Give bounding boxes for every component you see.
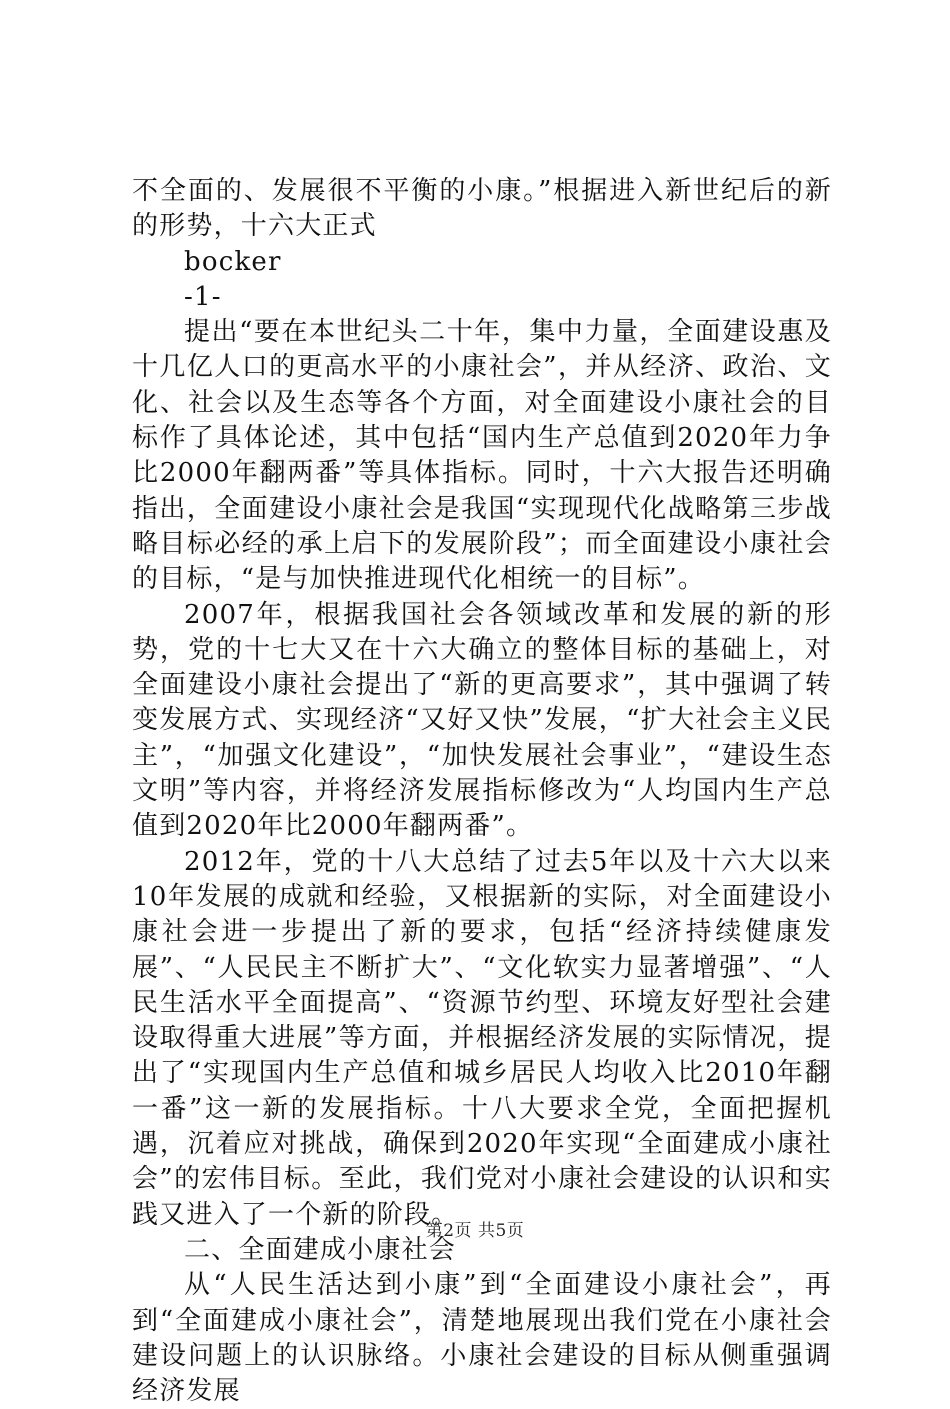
section-heading: 二、全面建成小康社会 (184, 1234, 457, 1265)
paragraph-2007: 2007年，根据我国社会各领域改革和发展的新的形势，党的十七大又在十六大确立的整体目标的基础上，对全面建设小康社会提出了“新的更高要求”，其中强调了转变发展方式、实现经济“又好又快”发展，“扩大社会主义民主”，“加强文化建设”，“加快发展社会事业”，“建设生态文明”等内容，并将经济发展指标修改为“人均国内生产总值到2020年比2000年翻两番”。 (132, 599, 832, 842)
paragraph-page-marker: -1- (184, 281, 222, 312)
paragraph-stray-text: bocker (184, 246, 282, 277)
page-footer: 第2页 共5页 (425, 1221, 525, 1241)
paragraph-2012: 2012年，党的十八大总结了过去5年以及十六大以来10年发展的成就和经验，又根据新的实际，对全面建设小康社会进一步提出了新的要求，包括“经济持续健康发展”、“人民民主不断扩大”、“文化软实力显著增强”、“人民生活水平全面提高”、“资源节约型、环境友好型社会建设取得重大进展”等方面，并根据经济发展的实际情况，提出了“实现国内生产总值和城乡居民人均收入比2010年翻一番”这一新的发展指标。十八大要求全党，全面把握机遇，沉着应对挑战，确保到2020年实现“全面建成小康社会”的宏伟目标。至此，我们党对小康社会建设的认识和实践又进入了一个新的阶段。 (132, 846, 832, 1230)
paragraph-sixteenth-congress: 提出“要在本世纪头二十年，集中力量，全面建设惠及十几亿人口的更高水平的小康社会”，并从经济、政治、文化、社会以及生态等各个方面，对全面建设小康社会的目标作了具体论述，其中包括“国内生产总值到2020年力争比2000年翻两番”等具体指标。同时，十六大报告还明确指出，全面建设小康社会是我国“实现现代化战略第三步战略目标必经的承上启下的发展阶段”；而全面建设小康社会的目标，“是与加快推进现代化相统一的目标”。 (132, 317, 832, 595)
paragraph-section-intro: 从“人民生活达到小康”到“全面建设小康社会”，再到“全面建成小康社会”，清楚地展现出我们党在小康社会建设问题上的认识脉络。小康社会建设的目标从侧重强调经济发展 (132, 1270, 832, 1407)
paragraph-continuation: 不全面的、发展很不平衡的小康。”根据进入新世纪后的新的形势，十六大正式 (132, 176, 832, 242)
